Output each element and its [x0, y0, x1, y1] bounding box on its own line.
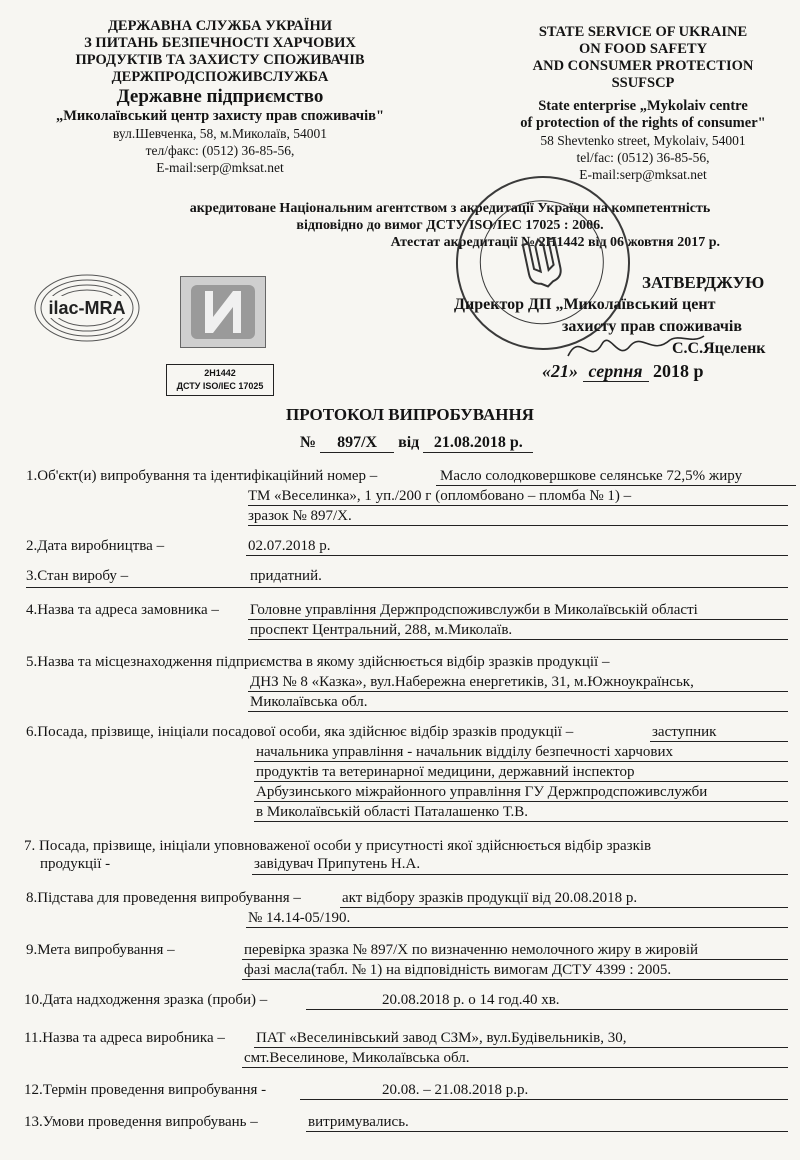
item-11-value-1: ПАТ «Веселинівський завод СЗМ», вул.Будівельників, 30,	[256, 1030, 627, 1046]
item-13	[0, 1112, 800, 1134]
item-1-value-2: ТМ «Веселинка», 1 уп./200 г (опломбовано – пломба № 1) –	[248, 488, 632, 504]
item-6-label: 6.Посада, прізвище, ініціали посадової особи, яка здійснює відбір зразків продукції –	[26, 724, 574, 740]
header-right-address: 58 Shevtenko street, Mykolaiv, 54001	[540, 133, 746, 148]
header-right-name: of protection of the rights of consumer"	[520, 115, 766, 131]
item-6	[0, 722, 800, 826]
item-1-value-1: Масло солодковершкове селянське 72,5% жиру	[440, 468, 743, 484]
item-2	[0, 536, 800, 558]
item-11	[0, 1028, 800, 1070]
item-12-value: 20.08. – 21.08.2018 р.р.	[382, 1082, 529, 1098]
header-left-line3: ПРОДУКТІВ ТА ЗАХИСТУ СПОЖИВАЧІВ	[75, 52, 365, 68]
item-7-label-2: продукції -	[40, 856, 111, 872]
header-right	[488, 24, 798, 183]
item-10-value: 20.08.2018 р. о 14 год.40 хв.	[382, 992, 560, 1008]
accreditation-block	[150, 200, 750, 251]
director-signature	[560, 326, 710, 370]
item-8-label: 8.Підстава для проведення випробування –	[26, 890, 301, 906]
item-5	[0, 652, 800, 714]
ilac-text: ilac-MRA	[48, 298, 126, 318]
item-10-label: 10.Дата надходження зразка (проби) –	[24, 992, 268, 1008]
header-left	[20, 18, 420, 176]
approval-day: «21»	[542, 361, 578, 381]
item-8-value-1: акт відбору зразків продукції від 20.08.2018 р.	[342, 890, 638, 906]
approval-title: ЗАТВЕРДЖУЮ	[642, 273, 765, 292]
item-5-label: 5.Назва та місцезнаходження підприємства в якому здійснюється відбір зразків продукції –	[26, 654, 610, 670]
national-accreditation-logo	[180, 276, 266, 348]
item-8	[0, 888, 800, 930]
approval-line3: С.С.Яцеленк	[672, 340, 766, 357]
item-3	[0, 566, 800, 588]
header-right-line4: SSUFSCP	[611, 75, 675, 91]
item-11-label: 11.Назва та адреса виробника –	[24, 1030, 225, 1046]
approval-month: серпня	[583, 361, 649, 382]
item-11-value-2: смт.Веселинове, Миколаївська обл.	[244, 1050, 470, 1066]
header-left-phone: тел/факс: (0512) 36-85-56,	[145, 143, 295, 158]
item-2-value: 02.07.2018 р.	[248, 538, 331, 554]
item-3-label: 3.Стан виробу –	[26, 568, 129, 584]
protocol-no-label: №	[300, 434, 317, 451]
accreditation-line1: акредитоване Національним агентством з акредитації України на компетентність	[189, 201, 711, 216]
item-9-value-1: перевірка зразка № 897/Х по визначенню немолочного жиру в жировій	[244, 942, 699, 958]
item-6-value-2: начальника управління - начальник відділу безпечності харчових	[256, 744, 674, 760]
item-12-label: 12.Термін проведення випробування -	[24, 1082, 267, 1098]
item-7	[0, 836, 800, 878]
item-6-value-5: в Миколаївській області Паталашенко Т.В.	[256, 804, 529, 820]
item-4-value-2: проспект Центральний, 288, м.Миколаїв.	[250, 622, 513, 638]
item-4-label: 4.Назва та адреса замовника –	[26, 602, 219, 618]
item-3-value: придатний.	[250, 568, 322, 584]
item-4	[0, 600, 800, 642]
header-right-line3: AND CONSUMER PROTECTION	[532, 58, 754, 74]
item-10	[0, 990, 800, 1012]
header-right-email: E-mail:serp@mksat.net	[579, 167, 707, 182]
item-6-value-4: Арбузинського міжрайонного управління ГУ Держпродспоживслужби	[256, 784, 708, 800]
header-left-address: вул.Шевченка, 58, м.Миколаїв, 54001	[113, 126, 327, 141]
item-13-value: витримувались.	[308, 1114, 409, 1130]
header-left-email: E-mail:serp@mksat.net	[156, 160, 284, 175]
item-9-value-2: фазі масла(табл. № 1) на відповідність вимогам ДСТУ 4399 : 2005.	[244, 962, 672, 978]
header-left-name: „Миколаївський центр захисту прав споживачів"	[55, 108, 385, 124]
item-9-label: 9.Мета випробування –	[26, 942, 175, 958]
ilac-mra-logo	[32, 272, 142, 344]
item-7-value: завідувач Припутень Н.А.	[254, 856, 421, 872]
header-right-enterprise: State enterprise „Mykolaiv centre	[538, 98, 748, 114]
item-1-label: 1.Об'єкт(и) випробування та ідентифікаційний номер –	[26, 468, 378, 484]
item-13-label: 13.Умови проведення випробувань –	[24, 1114, 258, 1130]
item-5-value-2: Миколаївська обл.	[250, 694, 368, 710]
approval-line1: Директор ДП „Миколаївський цент	[454, 296, 716, 313]
item-5-value-1: ДНЗ № 8 «Казка», вул.Набережна енергетиків, 31, м.Южноукраїнськ,	[250, 674, 694, 690]
header-left-line2: З ПИТАНЬ БЕЗПЕЧНОСТІ ХАРЧОВИХ	[84, 35, 356, 51]
approval-year: 2018 р	[653, 361, 704, 381]
protocol-number-line	[300, 434, 533, 453]
item-6-value-1: заступник	[652, 724, 717, 740]
header-right-line2: ON FOOD SAFETY	[578, 41, 708, 57]
header-right-line1: STATE SERVICE OF UKRAINE	[538, 24, 748, 40]
protocol-number: 897/Х	[320, 434, 394, 453]
item-6-value-3: продуктів та ветеринарної медицини, державний інспектор	[256, 764, 635, 780]
item-4-value-1: Головне управління Держпродспоживслужби в Миколаївській області	[250, 602, 698, 618]
protocol-title: ПРОТОКОЛ ВИПРОБУВАННЯ	[286, 405, 534, 424]
accreditation-line2: відповідно до вимог ДСТУ ISO/IEC 17025 : 2006.	[296, 218, 604, 233]
item-1-value-3: зразок № 897/Х.	[248, 508, 352, 524]
item-7-label-1: 7. Посада, прізвище, ініціали уповноваженої особи у присутності якої здійснюється відбір зразків	[24, 838, 652, 854]
item-1	[0, 466, 800, 526]
header-left-line1: ДЕРЖАВНА СЛУЖБА УКРАЇНИ	[107, 18, 333, 34]
header-right-phone: tel/fac: (0512) 36-85-56,	[576, 150, 710, 165]
item-12	[0, 1080, 800, 1102]
header-left-line4: ДЕРЖПРОДСПОЖИВСЛУЖБА	[111, 69, 329, 85]
accreditation-badge-number: 2Н1442	[204, 368, 236, 378]
item-8-value-2: № 14.14-05/190.	[248, 910, 351, 926]
item-2-label: 2.Дата виробництва –	[26, 538, 165, 554]
protocol-from-label: від	[398, 434, 420, 451]
header-left-enterprise: Державне підприємство	[116, 86, 324, 107]
accreditation-line3: Атестат акредитації № 2Н1442 від 06 жовтня 2017 р.	[390, 235, 720, 250]
item-9	[0, 940, 800, 982]
protocol-date: 21.08.2018 р.	[423, 434, 533, 453]
accreditation-badge	[166, 364, 274, 396]
accreditation-badge-standard: ДСТУ ISO/IEC 17025	[176, 381, 264, 391]
approval-line2: захисту прав споживачів	[562, 318, 743, 335]
